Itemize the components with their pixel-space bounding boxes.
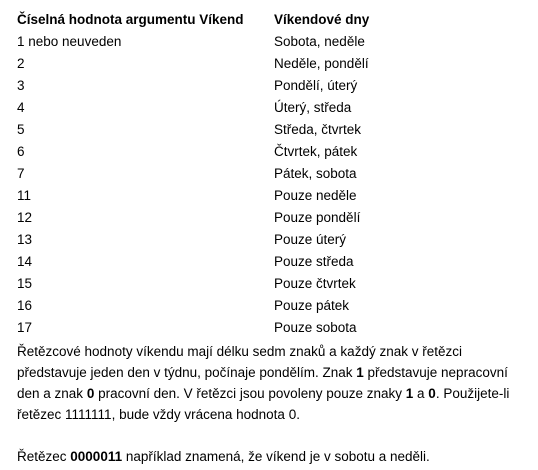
weekend-days: Středa, čtvrtek (274, 122, 362, 137)
column-header-value: Číselná hodnota argumentu Víkend (17, 12, 244, 27)
weekend-days: Pouze úterý (274, 232, 347, 247)
table-row (17, 75, 517, 97)
weekend-days: Pouze sobota (274, 320, 357, 335)
bold-example-string: 0000011 (70, 449, 123, 464)
table-row (17, 163, 517, 185)
paragraph-text: pracovní den. V řetězci jsou povoleny pouze znaky (94, 386, 406, 401)
weekend-table (17, 9, 517, 339)
table-row (17, 97, 517, 119)
table-row (17, 317, 517, 339)
weekend-days: Úterý, středa (274, 100, 352, 115)
column-header-days: Víkendové dny (274, 12, 370, 27)
table-row (17, 119, 517, 141)
bold-char-one: 1 (356, 365, 364, 380)
table-header-row (17, 9, 517, 31)
weekend-days: Pouze neděle (274, 188, 357, 203)
weekend-value: 3 (17, 78, 25, 93)
weekend-days: Čtvrtek, pátek (274, 144, 358, 159)
table-row (17, 31, 517, 53)
weekend-days: Pouze čtvrtek (274, 276, 356, 291)
table-row (17, 251, 517, 273)
weekend-value: 16 (17, 298, 33, 313)
weekend-value: 6 (17, 144, 25, 159)
weekend-days: Neděle, pondělí (274, 56, 369, 71)
table-row (17, 295, 517, 317)
weekend-days: Pouze pondělí (274, 210, 361, 225)
weekend-value: 13 (17, 232, 33, 247)
weekend-value: 4 (17, 100, 25, 115)
paragraph-text: například znamená, že víkend je v sobotu a neděli. (122, 449, 430, 464)
weekend-days: Pouze pátek (274, 298, 350, 313)
weekend-days: Pátek, sobota (274, 166, 357, 181)
table-row (17, 273, 517, 295)
weekend-days: Pondělí, úterý (274, 78, 358, 93)
table-row (17, 185, 517, 207)
table-row (17, 229, 517, 251)
weekend-days: Pouze středa (274, 254, 354, 269)
table-row (17, 207, 517, 229)
weekend-value: 17 (17, 320, 33, 335)
weekend-value: 11 (17, 188, 32, 203)
weekend-value: 7 (17, 166, 25, 181)
table-row (17, 53, 517, 75)
paragraph-text: Řetězec (17, 449, 71, 464)
weekend-value: 5 (17, 122, 25, 137)
weekend-value: 1 nebo neuveden (17, 34, 122, 49)
weekend-value: 14 (17, 254, 33, 269)
paragraph-text: Řetězcové hodnoty víkendu mají délku sedm znaků a každý znak v řetězci představuje jeden den v týdnu, počínaje pondělím. Znak (17, 344, 462, 380)
bold-char-one: 1 (405, 386, 414, 401)
weekend-value: 15 (17, 276, 33, 291)
paragraph-text: a (413, 386, 429, 401)
bold-char-zero: 0 (428, 386, 436, 401)
weekend-string-explanation (17, 341, 517, 425)
weekend-value: 12 (17, 210, 33, 225)
weekend-days: Sobota, neděle (274, 34, 365, 49)
paragraph-text: . Použijete-li řetězec 1111111, bude vždy vrácena hodnota 0. (17, 386, 510, 422)
bold-char-zero: 0 (86, 386, 95, 401)
weekend-value: 2 (17, 56, 25, 71)
table-row (17, 141, 517, 163)
paragraph-text: představuje nepracovní den a znak (17, 365, 508, 401)
weekend-string-example (17, 446, 517, 467)
